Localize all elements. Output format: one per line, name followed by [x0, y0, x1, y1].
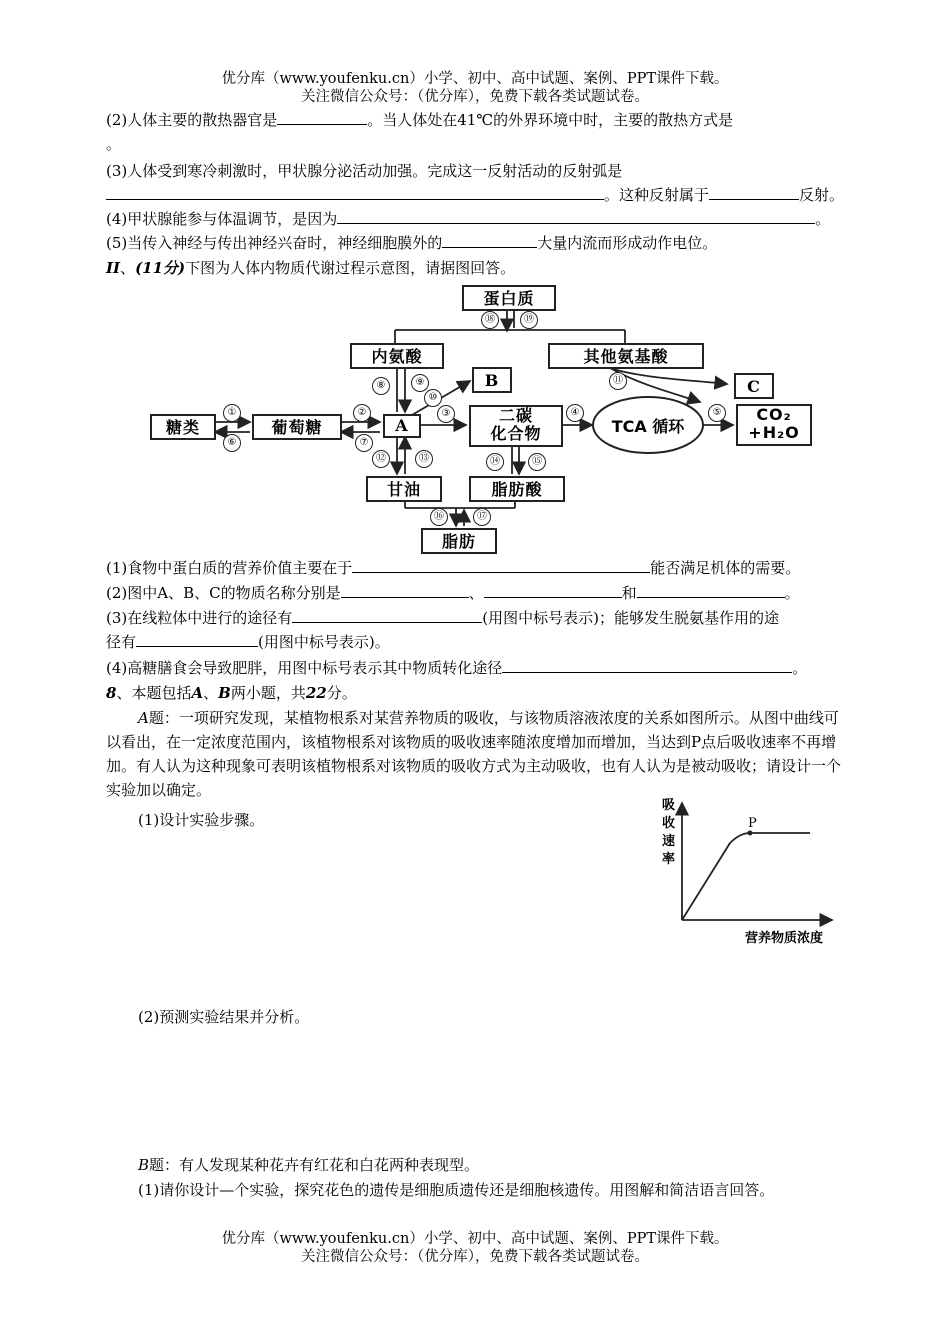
- header-line-2: 关注微信公众号：（优分库），免费下载各类试题试卷。: [301, 89, 649, 105]
- y-axis-label-3: 速: [662, 834, 676, 849]
- answer-blank[interactable]: [637, 583, 785, 598]
- box-amino-acid: 内氨酸: [350, 343, 444, 369]
- p2-question-2: (2)图中A、B、C的物质名称分别是 、 和 。: [106, 584, 800, 602]
- q8-b-question-1: (1)请你设计—个实验，探究花色的遗传是细胞质遗传还是细胞核遗传。用图解和简洁语言回答。: [138, 1181, 775, 1199]
- question-2-end: 。: [106, 135, 122, 153]
- answer-blank[interactable]: [292, 608, 482, 623]
- step-6: ⑥: [223, 434, 241, 452]
- box-c: C: [734, 373, 774, 399]
- step-14: ⑭: [486, 453, 504, 471]
- q8-a-step-1: (1)设计实验步骤。: [138, 811, 265, 829]
- box-glycerol: 甘油: [366, 476, 442, 502]
- box-protein: 蛋白质: [462, 285, 556, 311]
- footer-line-1: 优分库（www.youfenku.cn）小学、初中、高中试题、案例、PPT课件下载。: [221, 1231, 729, 1247]
- x-axis-label: 营养物质浓度: [745, 931, 824, 946]
- y-axis-label-1: 吸: [662, 798, 676, 813]
- absorption-graph: [650, 795, 850, 955]
- step-12: ⑫: [372, 450, 390, 468]
- absorption-curve: [682, 833, 810, 920]
- box-other-amino-acids: 其他氨基酸: [548, 343, 704, 369]
- box-b: B: [472, 367, 512, 393]
- box-glucose: 葡萄糖: [252, 414, 342, 440]
- step-2: ②: [353, 404, 371, 422]
- tca-cycle-label: TCA 循环: [611, 417, 685, 436]
- box-two-carbon: 二碳 化合物: [469, 405, 563, 447]
- box-co2-h2o: CO₂ +H₂O: [736, 404, 812, 446]
- answer-blank[interactable]: [352, 558, 650, 573]
- answer-blank[interactable]: [341, 583, 469, 598]
- step-9: ⑨: [411, 374, 429, 392]
- step-5: ⑤: [708, 404, 726, 422]
- step-18: ⑱: [481, 311, 499, 329]
- step-7: ⑦: [355, 434, 373, 452]
- p2-question-1: (1)食物中蛋白质的营养价值主要在于 能否满足机体的需要。: [106, 559, 801, 577]
- question-3: (3)人体受到寒冷刺激时，甲状腺分泌活动加强。完成这一反射活动的反射弧是: [106, 162, 623, 180]
- step-16: ⑯: [430, 508, 448, 526]
- p2-question-3-cont: 径有 (用图中标号表示)。: [106, 633, 390, 651]
- step-13: ⑬: [415, 450, 433, 468]
- part-2-title: II、(11分)下图为人体内物质代谢过程示意图，请据图回答。: [106, 259, 516, 277]
- p2-question-4: (4)高糖膳食会导致肥胖，用图中标号表示其中物质转化途径 。: [106, 659, 808, 677]
- box-fatty-acid: 脂肪酸: [469, 476, 565, 502]
- box-sugar: 糖类: [150, 414, 216, 440]
- y-axis-label-4: 率: [662, 852, 676, 867]
- step-11: ⑪: [609, 372, 627, 390]
- step-17: ⑰: [473, 508, 491, 526]
- question-4: (4)甲状腺能参与体温调节，是因为 。: [106, 210, 831, 228]
- step-3: ③: [437, 405, 455, 423]
- footer-line-2: 关注微信公众号：（优分库），免费下载各类试题试卷。: [301, 1249, 649, 1265]
- y-axis-label-2: 收: [662, 816, 676, 831]
- answer-blank[interactable]: [502, 658, 792, 673]
- question-2: (2)人体主要的散热器官是 。当人体处在41℃的外界环境中时，主要的散热方式是: [106, 111, 734, 129]
- question-5: (5)当传入神经与传出神经兴奋时，神经细胞膜外的 大量内流而形成动作电位。: [106, 234, 718, 252]
- header-line-1: 优分库（www.youfenku.cn）小学、初中、高中试题、案例、PPT课件下载。: [221, 71, 729, 87]
- q8-b-intro: B题：有人发现某种花卉有红花和白花两种表现型。: [138, 1156, 480, 1174]
- step-4: ④: [566, 404, 584, 422]
- answer-blank[interactable]: [136, 632, 258, 647]
- question-3-cont: 。这种反射属于 反射。: [106, 185, 848, 205]
- step-10: ⑩: [424, 389, 442, 407]
- answer-blank[interactable]: [484, 583, 622, 598]
- box-fat: 脂肪: [421, 528, 497, 554]
- p2-question-3: (3)在线粒体中进行的途径有 (用图中标号表示)；能够发生脱氨基作用的途: [106, 609, 779, 627]
- step-15: ⑮: [528, 453, 546, 471]
- q8-a-paragraph: A题：一项研究发现，某植物根系对某营养物质的吸收，与该物质溶液浓度的关系如图所示。从图中曲线可以看出，在一定浓度范围内，该植物根系对该物质的吸收速率随浓度增加而增加，当达到P点后吸收速率不再增加。有人认为这种现象可表明该植物根系对该物质的吸收方式为主动吸收，也有人认为是被动吸收；请设计一个实验加以确定。: [106, 709, 842, 799]
- q8-a-step-2: (2)预测实验结果并分析。: [138, 1008, 310, 1026]
- step-19: ⑲: [520, 311, 538, 329]
- step-1: ①: [223, 404, 241, 422]
- step-8: ⑧: [372, 377, 390, 395]
- q8-title: 8、本题包括A、B两小题，共22分。: [106, 684, 357, 702]
- point-p: [748, 831, 753, 836]
- box-a: A: [383, 414, 421, 438]
- point-p-label: P: [748, 816, 757, 831]
